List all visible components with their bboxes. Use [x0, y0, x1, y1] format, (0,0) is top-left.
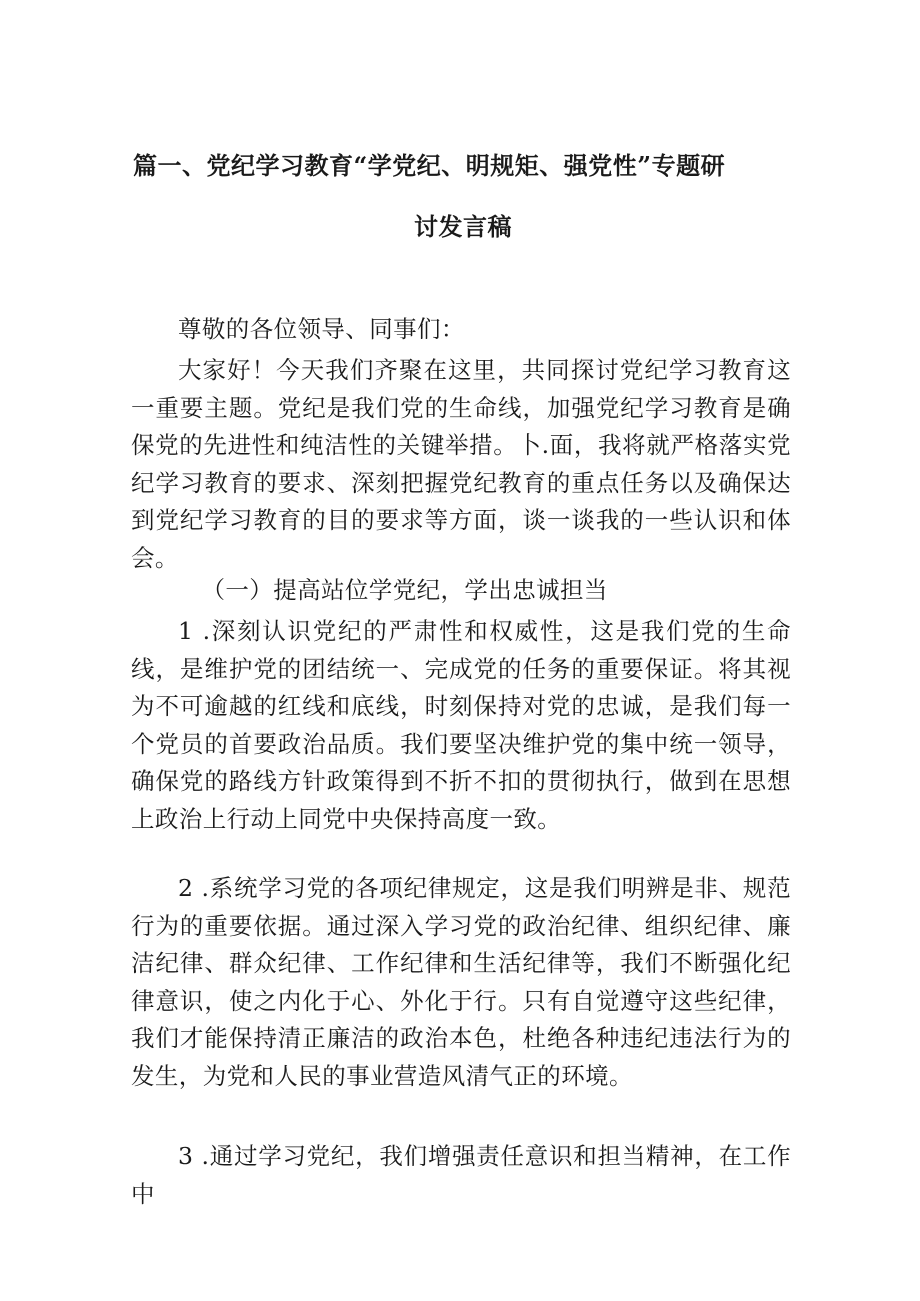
- section-heading-1: [131, 572, 791, 610]
- item-3-text: 3 .通过学习党纪，我们增强责任意识和担当精神，在工作中: [131, 1142, 791, 1208]
- document-title-line-1: 篇一、党纪学习教育“学党纪、明规矩、强党性”专题研: [133, 151, 726, 180]
- salutation-text: 尊敬的各位领导、同事们：: [178, 315, 465, 343]
- item-paragraph-1: [131, 613, 791, 838]
- salutation: [131, 311, 791, 349]
- greeting-paragraph: [131, 352, 791, 577]
- item-paragraph-3: [131, 1138, 791, 1213]
- greeting-text: 大家好！今天我们齐聚在这里，共同探讨党纪学习教育这一重要主题。党纪是我们党的生命线，加强党纪学习教育是确保党的先进性和纯洁性的关键举措。卜.面，我将就严格落实党纪学习教育的要求、深刻把握党纪教育的重点任务以及确保达到党纪学习教育的目的要求等方面，谈一谈我的一些认识和体会。: [131, 356, 791, 572]
- section-heading-1-text: （一）提高站位学党纪，学出忠诚担当: [201, 576, 608, 604]
- document-title-line-2: 讨发言稿: [414, 212, 512, 241]
- item-paragraph-2: [131, 870, 791, 1095]
- item-1-text: 1 .深刻认识党纪的严肃性和权威性，这是我们党的生命线，是维护党的团结统一、完成党的任务的重要保证。将其视为不可逾越的红线和底线，时刻保持对党的忠诚，是我们每一个党员的首要政治品质。我们要坚决维护党的集中统一领导，确保党的路线方针政策得到不折不扣的贯彻执行，做到在思想上政治上行动上同党中央保持高度一致。: [131, 617, 791, 833]
- item-2-text: 2 .系统学习党的各项纪律规定，这是我们明辨是非、规范行为的重要依据。通过深入学习党的政治纪律、组织纪律、廉洁纪律、群众纪律、工作纪律和生活纪律等，我们不断强化纪律意识，使之内化于心、外化于行。只有自觉遵守这些纪律，我们才能保持清正廉洁的政治本色，杜绝各种违纪违法行为的发生，为党和人民的事业营造风清气正的环境。: [131, 874, 791, 1090]
